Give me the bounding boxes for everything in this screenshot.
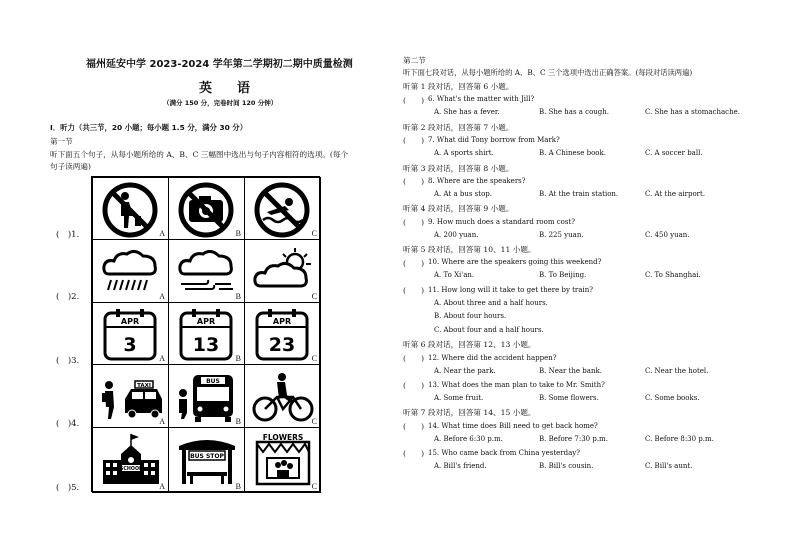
option-c[interactable]: C. At the airport.: [645, 189, 706, 198]
dialogue-intro: 听第 1 段对话，回答第 6 小题。: [403, 82, 514, 91]
option-b[interactable]: B. A Chinese book.: [539, 149, 606, 157]
option-a[interactable]: A. About three and a half hours.: [434, 298, 548, 307]
question-4-label: ( )4.: [56, 419, 80, 429]
option-c[interactable]: C. She has a stomachache.: [645, 108, 740, 117]
question-text: 13. What does the man plan to take to Mr. Smith?: [428, 380, 605, 389]
flower-shop-icon: [251, 432, 315, 490]
option-c[interactable]: C. Before 8:30 p.m.: [645, 434, 714, 443]
answer-blank[interactable]: ( ): [403, 95, 425, 105]
answer-blank[interactable]: ( ): [403, 177, 425, 187]
question-text: 12. Where did the accident happen?: [428, 353, 557, 362]
option-c[interactable]: C. Bill's aunt.: [645, 461, 693, 470]
dialogue-intro: 听第 7 段对话，回答第 14、15 小题。: [403, 408, 536, 418]
question-text: 7. What did Tony borrow from Mark?: [428, 135, 560, 144]
taxi-icon: [99, 369, 163, 425]
dialogue-intro: 听第 3 段对话，回答第 8 小题。: [403, 163, 514, 173]
option-a[interactable]: A. She has a fever.: [434, 108, 500, 117]
bus-stop-sign: BUS STOP: [190, 453, 224, 460]
option-a[interactable]: A. Bill's friend.: [434, 461, 487, 470]
question-text: 14. What time does Bill need to get back home?: [428, 421, 598, 430]
q5-option-a[interactable]: [92, 427, 169, 493]
answer-blank[interactable]: ( ): [403, 449, 425, 459]
calendar-icon: [175, 307, 237, 363]
question-text: 9. How much does a standard room cost?: [428, 217, 576, 226]
question-text: 6. What's the matter with Jill?: [428, 95, 535, 104]
q4-option-b[interactable]: [168, 364, 245, 428]
dialogue-intro: 听第 4 段对话，回答第 9 小题。: [403, 204, 514, 214]
option-c[interactable]: C. 450 yuan.: [645, 230, 690, 239]
bicycle-icon: [251, 369, 315, 425]
option-letter: C: [311, 482, 317, 491]
bus-icon: [175, 369, 239, 425]
option-letter: B: [235, 417, 241, 426]
option-a[interactable]: A. At a bus stop.: [434, 189, 493, 198]
option-letter: A: [159, 354, 165, 363]
calendar-date: 3: [123, 334, 137, 356]
no-littering-icon: [99, 182, 161, 238]
windy-cloud-icon: [175, 244, 239, 300]
flowers-sign: FLOWERS: [262, 433, 304, 442]
calendar-icon: [251, 307, 313, 363]
option-a[interactable]: A. Before 6:30 p.m.: [434, 434, 503, 443]
subject-title: 英 语: [199, 81, 257, 96]
option-letter: A: [159, 482, 165, 491]
option-letter: B: [235, 354, 241, 363]
option-letter: A: [159, 417, 165, 426]
calendar-month: APR: [272, 317, 292, 326]
option-a[interactable]: A. 200 yuan.: [434, 230, 479, 239]
option-a[interactable]: A. Some fruit.: [434, 393, 484, 402]
option-letter: C: [311, 292, 317, 301]
q1-option-c[interactable]: [244, 177, 321, 240]
option-b[interactable]: B. At the train station.: [539, 189, 619, 198]
dialogue-intro: 听第 5 段对话，回答第 10、11 小题。: [403, 245, 536, 255]
calendar-month: APR: [120, 317, 140, 326]
q1-option-b[interactable]: [168, 177, 245, 240]
question-5-label: ( )5.: [56, 483, 80, 493]
question-3-label: ( )3.: [56, 356, 80, 366]
q4-option-c[interactable]: [244, 364, 321, 428]
q2-option-a[interactable]: [92, 239, 169, 303]
section1-instruction: 听下面五个句子，从每小题所给的 A、B、C 三幅图中选出与句子内容相符的选项。(每个: [50, 150, 349, 159]
option-letter: A: [159, 292, 165, 301]
q2-option-c[interactable]: [244, 239, 321, 303]
section1-heading: 第一节: [50, 137, 73, 146]
option-letter: C: [311, 417, 317, 426]
option-b[interactable]: B. 225 yuan.: [539, 230, 584, 239]
no-photography-icon: [175, 182, 237, 238]
option-letter: B: [235, 482, 241, 491]
exam-title: 福州延安中学 2023-2024 学年第二学期初二期中质量检测: [86, 59, 353, 70]
option-c[interactable]: C. Near the hotel.: [645, 366, 709, 375]
calendar-date: 13: [192, 334, 220, 356]
option-a[interactable]: A. To Xi'an.: [434, 271, 475, 280]
q1-option-a[interactable]: [92, 177, 169, 240]
school-sign: SCHOOL: [119, 467, 143, 472]
taxi-sign: TAXI: [137, 383, 151, 389]
question-text: 15. Who came back from China yesterday?: [428, 448, 581, 457]
section2-instruction: 听下面七段对话，从每小题所给的 A、B、C 三个选项中选出正确答案。(每段对话读两遍): [403, 68, 693, 77]
option-letter: C: [311, 229, 317, 238]
option-letter: A: [159, 229, 165, 238]
answer-blank[interactable]: ( ): [403, 286, 425, 295]
q3-option-b[interactable]: [168, 302, 245, 365]
option-b[interactable]: B. Near the bank.: [539, 366, 602, 375]
bus-stop-icon: [175, 432, 239, 490]
section1-instruction-cont: 句子读两遍): [50, 162, 91, 171]
answer-blank[interactable]: ( ): [403, 381, 425, 391]
option-c[interactable]: C. About four and a half hours.: [434, 325, 544, 334]
answer-blank[interactable]: ( ): [403, 136, 425, 146]
bus-sign: BUS: [206, 378, 220, 385]
part1-heading: Ⅰ．听力（共三节，20 小题；每小题 1.5 分，满分 30 分）: [50, 123, 248, 132]
option-c[interactable]: C. Some books.: [645, 393, 700, 402]
q5-option-c[interactable]: [244, 427, 321, 493]
dialogue-intro: 听第 2 段对话，回答第 7 小题。: [403, 122, 514, 132]
option-b[interactable]: B. To Beijing.: [539, 271, 587, 280]
question-text: 10. Where are the speakers going this weekend?: [428, 258, 602, 267]
section2-heading: 第二节: [403, 56, 426, 65]
q3-option-a[interactable]: [92, 302, 169, 365]
answer-blank[interactable]: ( ): [403, 218, 425, 227]
question-text: 8. Where are the speakers?: [428, 176, 526, 185]
q5-option-b[interactable]: [168, 427, 245, 493]
question-text: 11. How long will it take to get there by train?: [428, 285, 593, 294]
exam-info: （满分 150 分，完卷时间 120 分钟）: [163, 99, 278, 107]
dialogue-intro: 听第 6 段对话，回答第 12、13 小题。: [403, 340, 536, 350]
option-c[interactable]: C. To Shanghai.: [645, 271, 701, 280]
option-letter: B: [235, 292, 241, 301]
school-icon: [99, 432, 163, 490]
option-c[interactable]: C. A soccer ball.: [645, 149, 703, 157]
q3-option-c[interactable]: [244, 302, 321, 365]
answer-blank[interactable]: ( ): [403, 354, 425, 363]
option-b[interactable]: B. Some flowers.: [539, 393, 599, 402]
no-swimming-icon: [251, 182, 313, 238]
calendar-date: 23: [268, 334, 296, 356]
option-letter: B: [235, 229, 241, 238]
answer-blank[interactable]: ( ): [403, 258, 425, 268]
calendar-month: APR: [196, 317, 216, 326]
option-b[interactable]: B. Before 7:30 p.m.: [539, 434, 608, 443]
question-1-label: ( )1.: [56, 230, 80, 240]
picture-options-grid: [91, 176, 320, 492]
option-b[interactable]: B. She has a cough.: [539, 108, 610, 117]
sunny-cloudy-icon: [251, 244, 315, 300]
option-letter: C: [311, 354, 317, 363]
option-a[interactable]: A. Near the park.: [434, 366, 496, 375]
option-a[interactable]: A. A sports shirt.: [434, 149, 494, 157]
option-b[interactable]: B. About four hours.: [434, 312, 507, 321]
option-b[interactable]: B. Bill's cousin.: [539, 461, 594, 470]
answer-blank[interactable]: ( ): [403, 422, 425, 431]
q2-option-b[interactable]: [168, 239, 245, 303]
calendar-icon: [99, 307, 161, 363]
rainy-cloud-icon: [99, 244, 163, 300]
question-2-label: ( )2.: [56, 292, 80, 302]
q4-option-a[interactable]: [92, 364, 169, 428]
